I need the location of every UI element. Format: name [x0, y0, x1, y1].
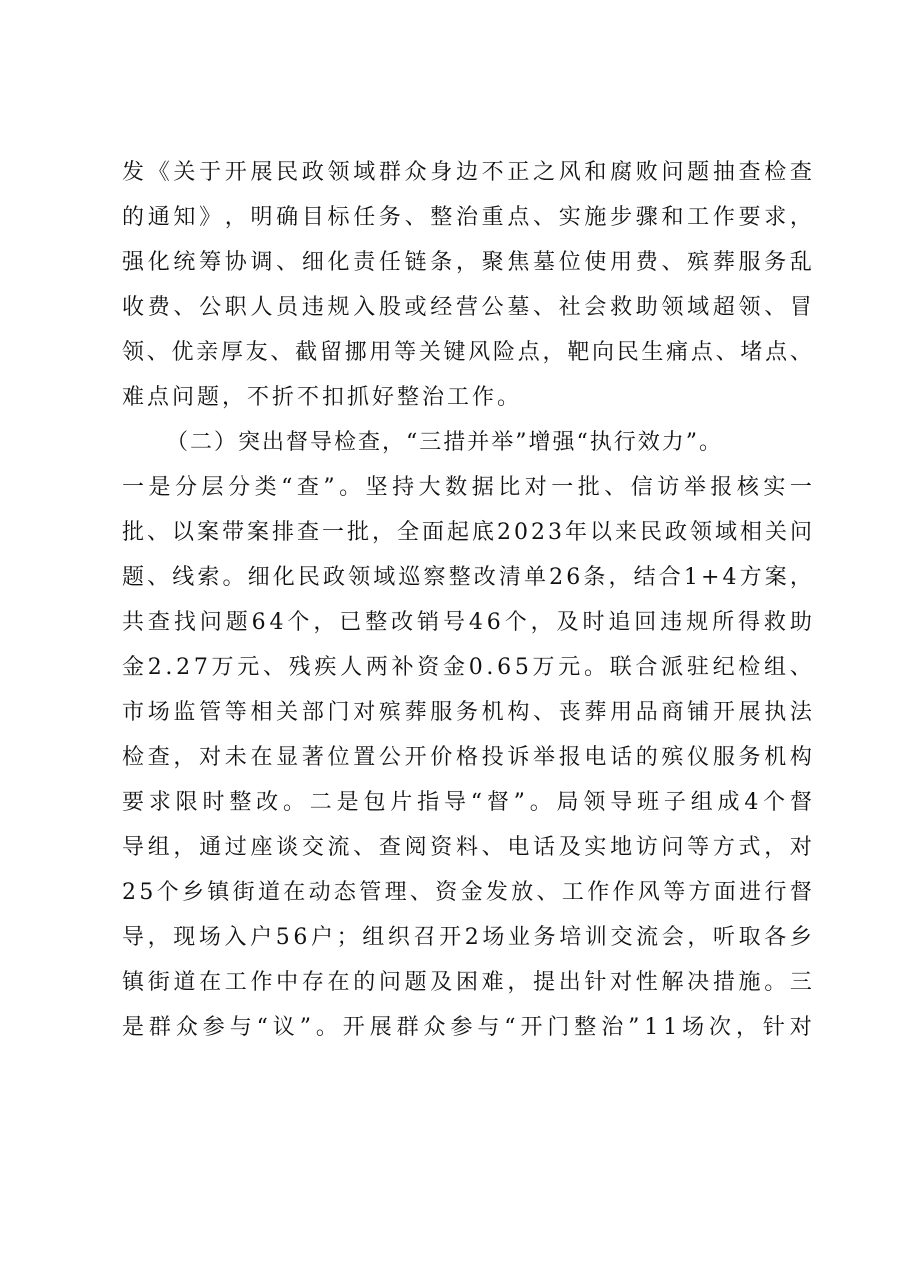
text-line: 市 场 监 管 等 相 关 部 门 对 殡 葬 服 务 机 构 、 丧 葬 用 品 商 铺 开 展 执 法	[122, 700, 812, 725]
text-line: 检 查 ， 对 未 在 显 著 位 置 公 开 价 格 投 诉 举 报 电 话 的 殡 仪 服 务 机 构	[122, 745, 812, 770]
text-line: 强 化 统 筹 协 调 、 细 化 责 任 链 条 ， 聚 焦 墓 位 使 用 费 、 殡 葬 服 务 乱	[122, 250, 812, 275]
document-body	[122, 150, 812, 1050]
text-line: 镇 街 道 在 工 作 中 存 在 的 问 题 及 困 难 ， 提 出 针 对 性 解 决 措 施 。 三	[122, 970, 812, 995]
text-line: 2 5 个 乡 镇 街 道 在 动 态 管 理 、 资 金 发 放 、 工 作 作 风 等 方 面 进 行 督	[122, 880, 812, 905]
section-heading: （二）突出督导检查，“三措并举”增强“执行效力”。	[166, 430, 723, 455]
text-line: 批 、 以 案 带 案 排 查 一 批 ， 全 面 起 底 2 0 2 3 年 以 来 民 政 领 域 相 关 问	[122, 520, 812, 545]
text-line: 导 组 ， 通 过 座 谈 交 流 、 查 阅 资 料 、 电 话 及 实 地 访 问 等 方 式 ， 对	[122, 835, 812, 860]
text-line: 一 是 分 层 分 类 “ 查 ” 。 坚 持 大 数 据 比 对 一 批 、 信 访 举 报 核 实 一	[122, 475, 812, 500]
text-line: 金 2 . 2 7 万 元 、 残 疾 人 两 补 资 金 0 . 6 5 万 元 。 联 合 派 驻 纪 检 组 、	[122, 655, 812, 680]
text-line: 要 求 限 时 整 改 。 二 是 包 片 指 导 “ 督 ” 。 局 领 导 班 子 组 成 4 个 督	[122, 790, 812, 815]
text-line: 领 、 优 亲 厚 友 、 截 留 挪 用 等 关 键 风 险 点 ， 靶 向 民 生 痛 点 、 堵 点 、	[122, 340, 812, 365]
text-line: 的 通 知 》 ， 明 确 目 标 任 务 、 整 治 重 点 、 实 施 步 骤 和 工 作 要 求 ，	[122, 205, 812, 230]
text-line: 题 、 线 索 。 细 化 民 政 领 域 巡 察 整 改 清 单 2 6 条 ， 结 合 1 + 4 方 案 ，	[122, 565, 812, 590]
text-line: 共 查 找 问 题 6 4 个 ， 已 整 改 销 号 4 6 个 ， 及 时 追 回 违 规 所 得 救 助	[122, 610, 812, 635]
text-line: 是 群 众 参 与 “ 议 ” 。 开 展 群 众 参 与 “ 开 门 整 治 ” 1 1 场 次 ， 针 对	[122, 1015, 812, 1040]
text-line: 导 ， 现 场 入 户 5 6 户 ； 组 织 召 开 2 场 业 务 培 训 交 流 会 ， 听 取 各 乡	[122, 925, 812, 950]
text-line: 难点问题，不折不扣抓好整治工作。	[122, 385, 523, 410]
text-line: 发 《 关 于 开 展 民 政 领 域 群 众 身 边 不 正 之 风 和 腐 败 问 题 抽 查 检 查	[122, 160, 812, 185]
text-line: 收 费 、 公 职 人 员 违 规 入 股 或 经 营 公 墓 、 社 会 救 助 领 域 超 领 、 冒	[122, 295, 812, 320]
